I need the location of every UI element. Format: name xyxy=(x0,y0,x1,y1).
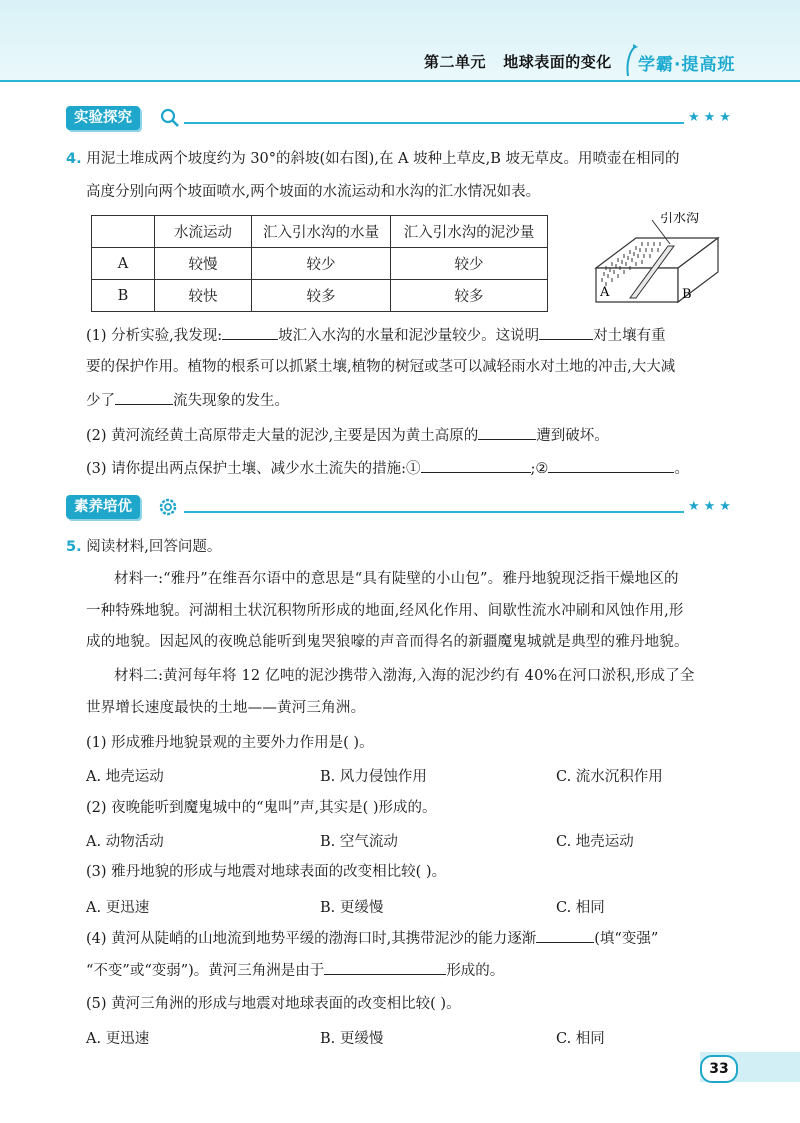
slope-diagram xyxy=(590,212,730,312)
answer-blank[interactable] xyxy=(478,425,536,440)
material-1-line-3: 成的地貌。因起风的夜晚总能听到鬼哭狼嚎的声音而得名的新疆魔鬼城就是典型的雅丹地貌。 xyxy=(86,634,689,650)
experiment-table xyxy=(91,215,548,312)
table-cell: 较多 xyxy=(252,280,391,312)
q4-part1-line-1 xyxy=(86,325,666,346)
q5-intro-text: 阅读材料,回答问题。 xyxy=(86,539,222,555)
answer-blank[interactable] xyxy=(115,390,173,405)
option-b[interactable]: B. 更缓慢 xyxy=(320,900,384,916)
section-header-experiment xyxy=(66,106,736,130)
answer-blank[interactable] xyxy=(222,325,278,340)
option-c[interactable]: C. 地壳运动 xyxy=(556,834,634,850)
chapter-label: 地球表面的变化 xyxy=(503,53,612,71)
label-a: A xyxy=(600,285,610,300)
section-rule xyxy=(184,511,684,513)
label-ditch: 引水沟 xyxy=(660,212,700,226)
magnifier-icon xyxy=(160,108,180,128)
table-cell: 较多 xyxy=(391,280,548,312)
table-cell: 较快 xyxy=(155,280,252,312)
page-number: 33 xyxy=(700,1055,738,1083)
unit-label: 第二单元 xyxy=(424,53,487,71)
answer-blank[interactable] xyxy=(421,458,531,473)
q5-sub5: (5) 黄河三角洲的形成与地震对地球表面的改变相比较( )。 xyxy=(86,996,461,1012)
text: (3) 请你提出两点保护土壤、减少水土流失的措施:① xyxy=(86,461,421,477)
text: (1) 分析实验,我发现: xyxy=(86,328,223,344)
material-2-line-1: 材料二:黄河每年将 12 亿吨的泥沙携带入渤海,入海的泥沙约有 40%在河口淤积,形成了全 xyxy=(114,668,695,684)
q4-part1-line-3 xyxy=(86,390,289,411)
text: 流失现象的发生。 xyxy=(173,393,289,409)
option-a[interactable]: A. 更迅速 xyxy=(86,900,150,916)
q5-sub1: (1) 形成雅丹地貌景观的主要外力作用是( )。 xyxy=(86,735,374,751)
label-b: B xyxy=(682,287,692,302)
option-c[interactable]: C. 流水沉积作用 xyxy=(556,769,663,785)
table-cell: B xyxy=(92,280,155,312)
table-cell: 较少 xyxy=(391,248,548,280)
table-row xyxy=(92,280,548,312)
question-number: 5. xyxy=(66,539,82,555)
text: ;② xyxy=(530,461,549,477)
text: 少了 xyxy=(86,393,115,409)
material-1-line-2: 一种特殊地貌。河湖相土状沉积物所形成的地面,经风化作用、间歇性流水冲刷和风蚀作用,形 xyxy=(86,603,684,619)
material-1-line-1: 材料一:“雅丹”在维吾尔语中的意思是“具有陡壁的小山包”。雅丹地貌现泛指干燥地区的 xyxy=(114,571,679,587)
table-header-row xyxy=(92,216,548,248)
option-c[interactable]: C. 相同 xyxy=(556,1031,605,1047)
q4-intro-line-1 xyxy=(66,149,680,169)
text: 坡汇入水沟的水量和泥沙量较少。这说明 xyxy=(278,328,540,344)
material-2-line-2: 世界增长速度最快的土地——黄河三角洲。 xyxy=(86,700,366,716)
section-tag: 素养培优 xyxy=(66,495,140,519)
q4-part1-line-2: 要的保护作用。植物的根系可以抓紧土壤,植物的树冠或茎可以减轻雨水对土地的冲击,大大减 xyxy=(86,359,676,375)
q4-intro-text: 用泥土堆成两个坡度约为 30°的斜坡(如右图),在 A 坡种上草皮,B 坡无草皮。用喷壶在相同的 xyxy=(86,151,680,167)
question-number: 4. xyxy=(66,151,82,167)
text: 遭到破坏。 xyxy=(536,428,609,444)
text: “不变”或“变弱”)。黄河三角洲是由于 xyxy=(86,963,325,979)
q4-intro-line-2: 高度分别向两个坡面喷水,两个坡面的水流运动和水沟的汇水情况如表。 xyxy=(86,184,541,200)
option-a[interactable]: A. 动物活动 xyxy=(86,834,164,850)
answer-blank[interactable] xyxy=(548,458,674,473)
text: 对土壤有重 xyxy=(593,328,666,344)
table-row xyxy=(92,248,548,280)
text: 形成的。 xyxy=(446,963,505,979)
option-a[interactable]: A. 地壳运动 xyxy=(86,769,164,785)
text: 。 xyxy=(674,461,689,477)
section-rule xyxy=(184,122,684,124)
option-b[interactable]: B. 更缓慢 xyxy=(320,1031,384,1047)
table-header-cell: 汇入引水沟的泥沙量 xyxy=(391,216,548,248)
option-a[interactable]: A. 更迅速 xyxy=(86,1031,150,1047)
q4-part3 xyxy=(86,458,689,479)
section-tag: 实验探究 xyxy=(66,106,140,130)
header-rule xyxy=(0,80,800,82)
q5-sub4-line-1 xyxy=(86,928,658,949)
text: (填“变强” xyxy=(594,931,659,947)
table-cell: 较慢 xyxy=(155,248,252,280)
table-header-cell xyxy=(92,216,155,248)
section-header-literacy xyxy=(66,495,736,519)
option-c[interactable]: C. 相同 xyxy=(556,900,605,916)
table-cell: A xyxy=(92,248,155,280)
option-b[interactable]: B. 风力侵蚀作用 xyxy=(320,769,427,785)
difficulty-stars: ★★★ xyxy=(688,499,735,514)
text: (2) 黄河流经黄土高原带走大量的泥沙,主要是因为黄土高原的 xyxy=(86,428,479,444)
brand-logo xyxy=(624,42,774,78)
q5-intro xyxy=(66,537,221,557)
difficulty-stars: ★★★ xyxy=(688,110,735,125)
text: (4) 黄河从陡峭的山地流到地势平缓的渤海口时,其携带泥沙的能力逐渐 xyxy=(86,931,537,947)
q5-sub3: (3) 雅丹地貌的形成与地震对地球表面的改变相比较( )。 xyxy=(86,864,447,880)
answer-blank[interactable] xyxy=(324,960,446,975)
answer-blank[interactable] xyxy=(536,928,594,943)
table-header-cell: 汇入引水沟的水量 xyxy=(252,216,391,248)
brand-text: 学霸·提高班 xyxy=(638,55,736,75)
option-b[interactable]: B. 空气流动 xyxy=(320,834,398,850)
table-cell: 较少 xyxy=(252,248,391,280)
q5-sub4-line-2 xyxy=(86,960,504,981)
q4-part2 xyxy=(86,425,609,446)
gear-icon xyxy=(158,497,178,517)
table-header-cell: 水流运动 xyxy=(155,216,252,248)
answer-blank[interactable] xyxy=(539,325,593,340)
q5-sub2: (2) 夜晚能听到魔鬼城中的“鬼叫”声,其实是( )形成的。 xyxy=(86,800,437,816)
header-title xyxy=(424,51,612,72)
